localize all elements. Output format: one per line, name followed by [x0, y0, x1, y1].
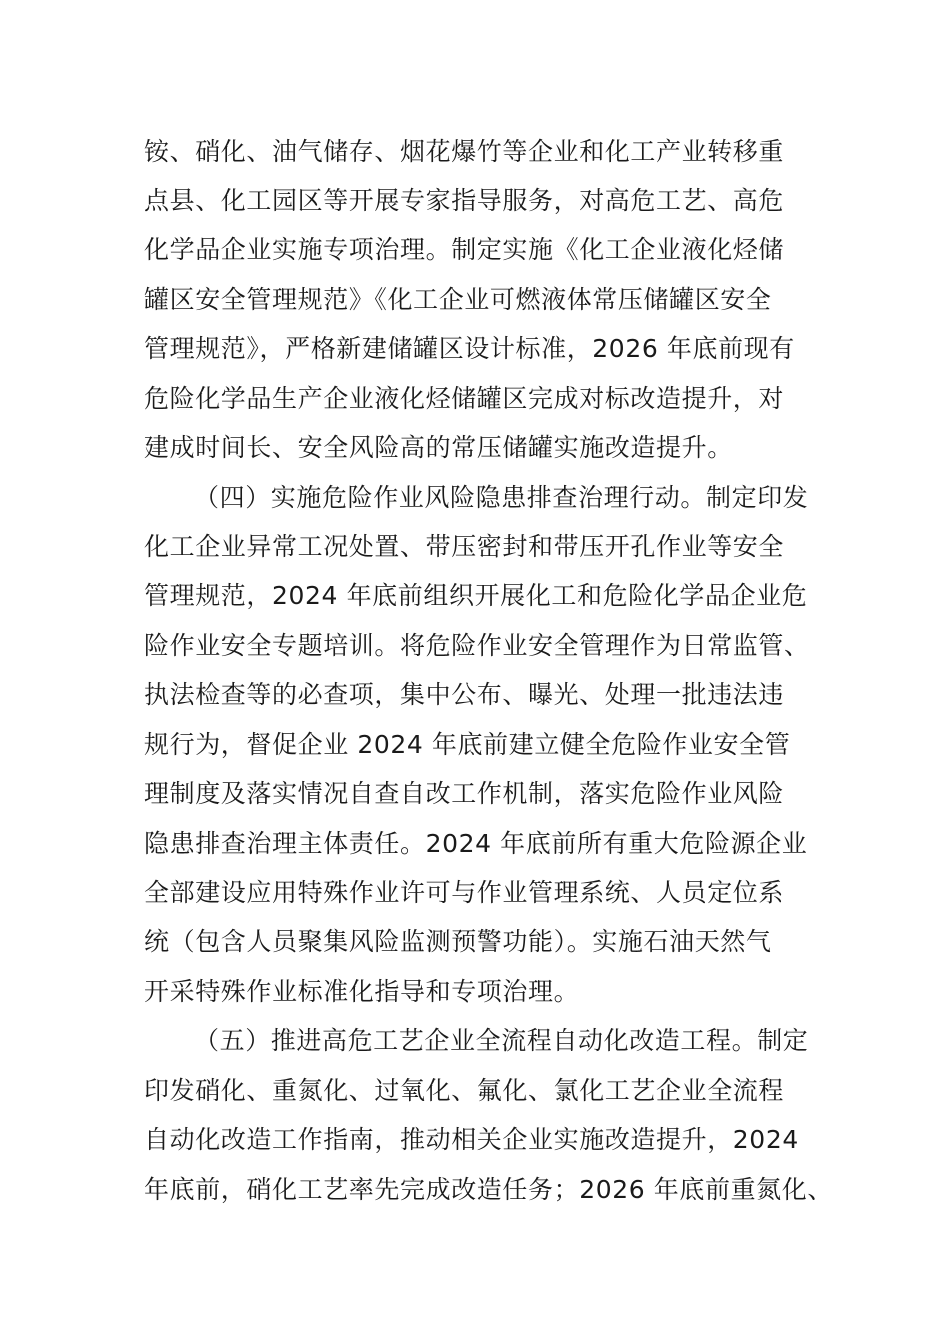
text-line: 隐患排查治理主体责任。2024 年底前所有重大危险源企业: [144, 829, 808, 858]
section-heading-5: （五）推进高危工艺企业全流程自动化改造工程。制定: [194, 1026, 809, 1055]
text-line: 化学品企业实施专项治理。制定实施《化工企业液化烃储: [144, 235, 785, 264]
text-line: 规行为，督促企业 2024 年底前建立健全危险作业安全管: [144, 730, 791, 759]
text-line: 统（包含人员聚集风险监测预警功能）。实施石油天然气: [144, 927, 772, 956]
text-line: 印发硝化、重氮化、过氧化、氟化、氯化工艺企业全流程: [144, 1076, 785, 1105]
text-line: 全部建设应用特殊作业许可与作业管理系统、人员定位系: [144, 878, 785, 907]
text-line: 年底前，硝化工艺率先完成改造任务；2026 年底前重氮化、: [144, 1175, 833, 1204]
text-line: 铵、硝化、油气储存、烟花爆竹等企业和化工产业转移重: [144, 137, 785, 166]
text-line: 自动化改造工作指南，推动相关企业实施改造提升，2024: [144, 1125, 799, 1154]
section-heading-4: （四）实施危险作业风险隐患排查治理行动。制定印发: [194, 483, 809, 512]
text-line: 危险化学品生产企业液化烃储罐区完成对标改造提升，对: [144, 384, 785, 413]
text-line: 险作业安全专题培训。将危险作业安全管理作为日常监管、: [144, 631, 810, 660]
text-line: 执法检查等的必查项，集中公布、曝光、处理一批违法违: [144, 680, 785, 709]
text-line: 管理规范》，严格新建储罐区设计标准，2026 年底前现有: [144, 334, 795, 363]
text-line: 罐区安全管理规范》《化工企业可燃液体常压储罐区安全: [144, 285, 772, 314]
text-line: 管理规范，2024 年底前组织开展化工和危险化学品企业危: [144, 581, 808, 610]
text-line: 化工企业异常工况处置、带压密封和带压开孔作业等安全: [144, 532, 785, 561]
text-line: 建成时间长、安全风险高的常压储罐实施改造提升。: [144, 433, 733, 462]
text-line: 理制度及落实情况自查自改工作机制，落实危险作业风险: [144, 779, 785, 808]
text-line: 开采特殊作业标准化指导和专项治理。: [144, 977, 580, 1006]
text-line: 点县、化工园区等开展专家指导服务，对高危工艺、高危: [144, 186, 785, 215]
